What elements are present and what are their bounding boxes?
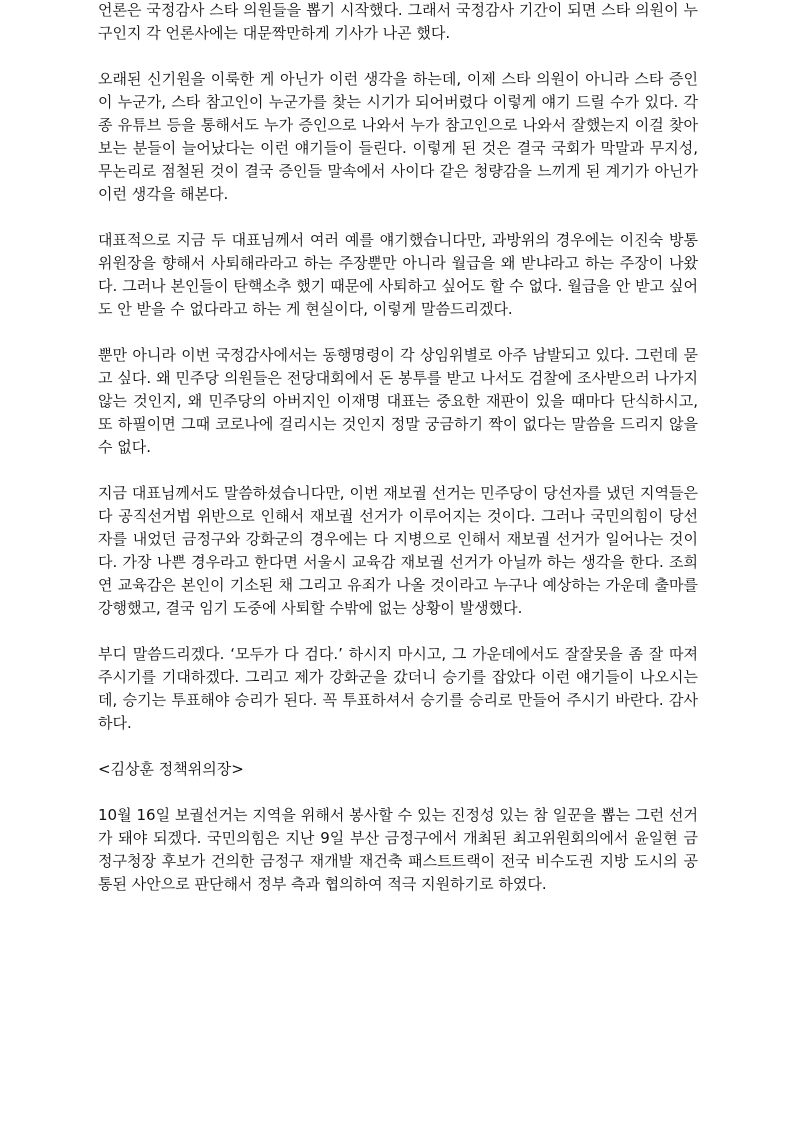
closing-paragraph: 10월 16일 보궐선거는 지역을 위해서 봉사할 수 있는 진정성 있는 참 일꾼을 뽑는 그런 선거가 돼야 되겠다. 국민의힘은 지난 9일 부산 금정구에서 개최된 최고위원회의에서 윤일현 금정구청장 후보가 건의한 금정구 재개발 재건축 패스트트랙이 전국 비수도권 지방 도시의 공통된 사안으로 판단해서 정부 측과 협의하여 적극 지원하기로 하였다. <box>98 806 698 893</box>
paragraph-2: 오래된 신기원을 이룩한 게 아닌가 이런 생각을 하는데, 이제 스타 의원이 아니라 스타 증인이 누군가, 스타 참고인이 누군가를 찾는 시기가 되어버렸다 이렇게 얘기 드릴 수가 있다. 각종 유튜브 등을 통해서도 누가 증인으로 나와서 누가 참고인으로 나와서 잘했는지 이걸 찾아보는 분들이 늘어났다는 이런 얘기들이 들린다. 이렇게 된 것은 결국 국회가 막말과 무지성, 무논리로 점철된 것이 결국 증인들 말속에서 사이다 같은 청량감을 느끼게 된 계기가 아닌가 이런 생각을 해본다. <box>98 70 698 203</box>
paragraph-4: 뿐만 아니라 이번 국정감사에서는 동행명령이 각 상임위별로 아주 남발되고 있다. 그런데 묻고 싶다. 왜 민주당 의원들은 전당대회에서 돈 봉투를 받고 나서도 검찰에 조사받으러 나가지 않는 것인지, 왜 민주당의 아버지인 이재명 대표는 중요한 재판이 있을 때마다 단식하시고, 또 하필이면 그때 코로나에 걸리시는 것인지 정말 궁금하기 짝이 없다는 말씀을 드리지 않을 수 없다. <box>98 346 698 456</box>
paragraph-6: 부디 말씀드리겠다. ‘모두가 다 검다.’ 하시지 마시고, 그 가운데에서도 잘잘못을 좀 잘 따져주시기를 기대하겠다. 그리고 제가 강화군을 갔더니 승기를 잡았다 이런 얘기들이 나오시는데, 승기는 투표해야 승리가 된다. 꼭 투표하셔서 승기를 승리로 만들어 주시기 바란다. 감사하다. <box>98 645 698 732</box>
paragraph-5: 지금 대표님께서도 말씀하셨습니다만, 이번 재보궐 선거는 민주당이 당선자를 냈던 지역들은 다 공직선거법 위반으로 인해서 재보궐 선거가 이루어지는 것이다. 그러나 국민의힘이 당선자를 내었던 금정구와 강화군의 경우에는 다 지병으로 인해서 재보궐 선거가 일어나는 것이다. 가장 나쁜 경우라고 한다면 서울시 교육감 재보궐 선거가 아닐까 하는 생각을 한다. 조희연 교육감은 본인이 기소된 채 그리고 유죄가 나올 것이라고 누구나 예상하는 가운데 출마를 강행했고, 결국 임기 도중에 사퇴할 수밖에 없는 상황이 발생했다. <box>98 484 698 617</box>
paragraph-3: 대표적으로 지금 두 대표님께서 여러 예를 얘기했습니다만, 과방위의 경우에는 이진숙 방통위원장을 향해서 사퇴해라라고 하는 주장뿐만 아니라 월급을 왜 받냐라고 하는 주장이 나왔다. 그러나 본인들이 탄핵소추 했기 때문에 사퇴하고 싶어도 할 수 없다. 월급을 안 받고 싶어도 안 받을 수 없다라고 하는 게 현실이다, 이렇게 말씀드리겠다. <box>98 231 698 318</box>
document-page <box>98 0 698 919</box>
speaker-heading: <김상훈 정책위의장> <box>98 760 244 778</box>
paragraph-1: 언론은 국정감사 스타 의원들을 뽑기 시작했다. 그래서 국정감사 기간이 되면 스타 의원이 누구인지 각 언론사에는 대문짝만하게 기사가 나곤 했다. <box>98 1 698 42</box>
